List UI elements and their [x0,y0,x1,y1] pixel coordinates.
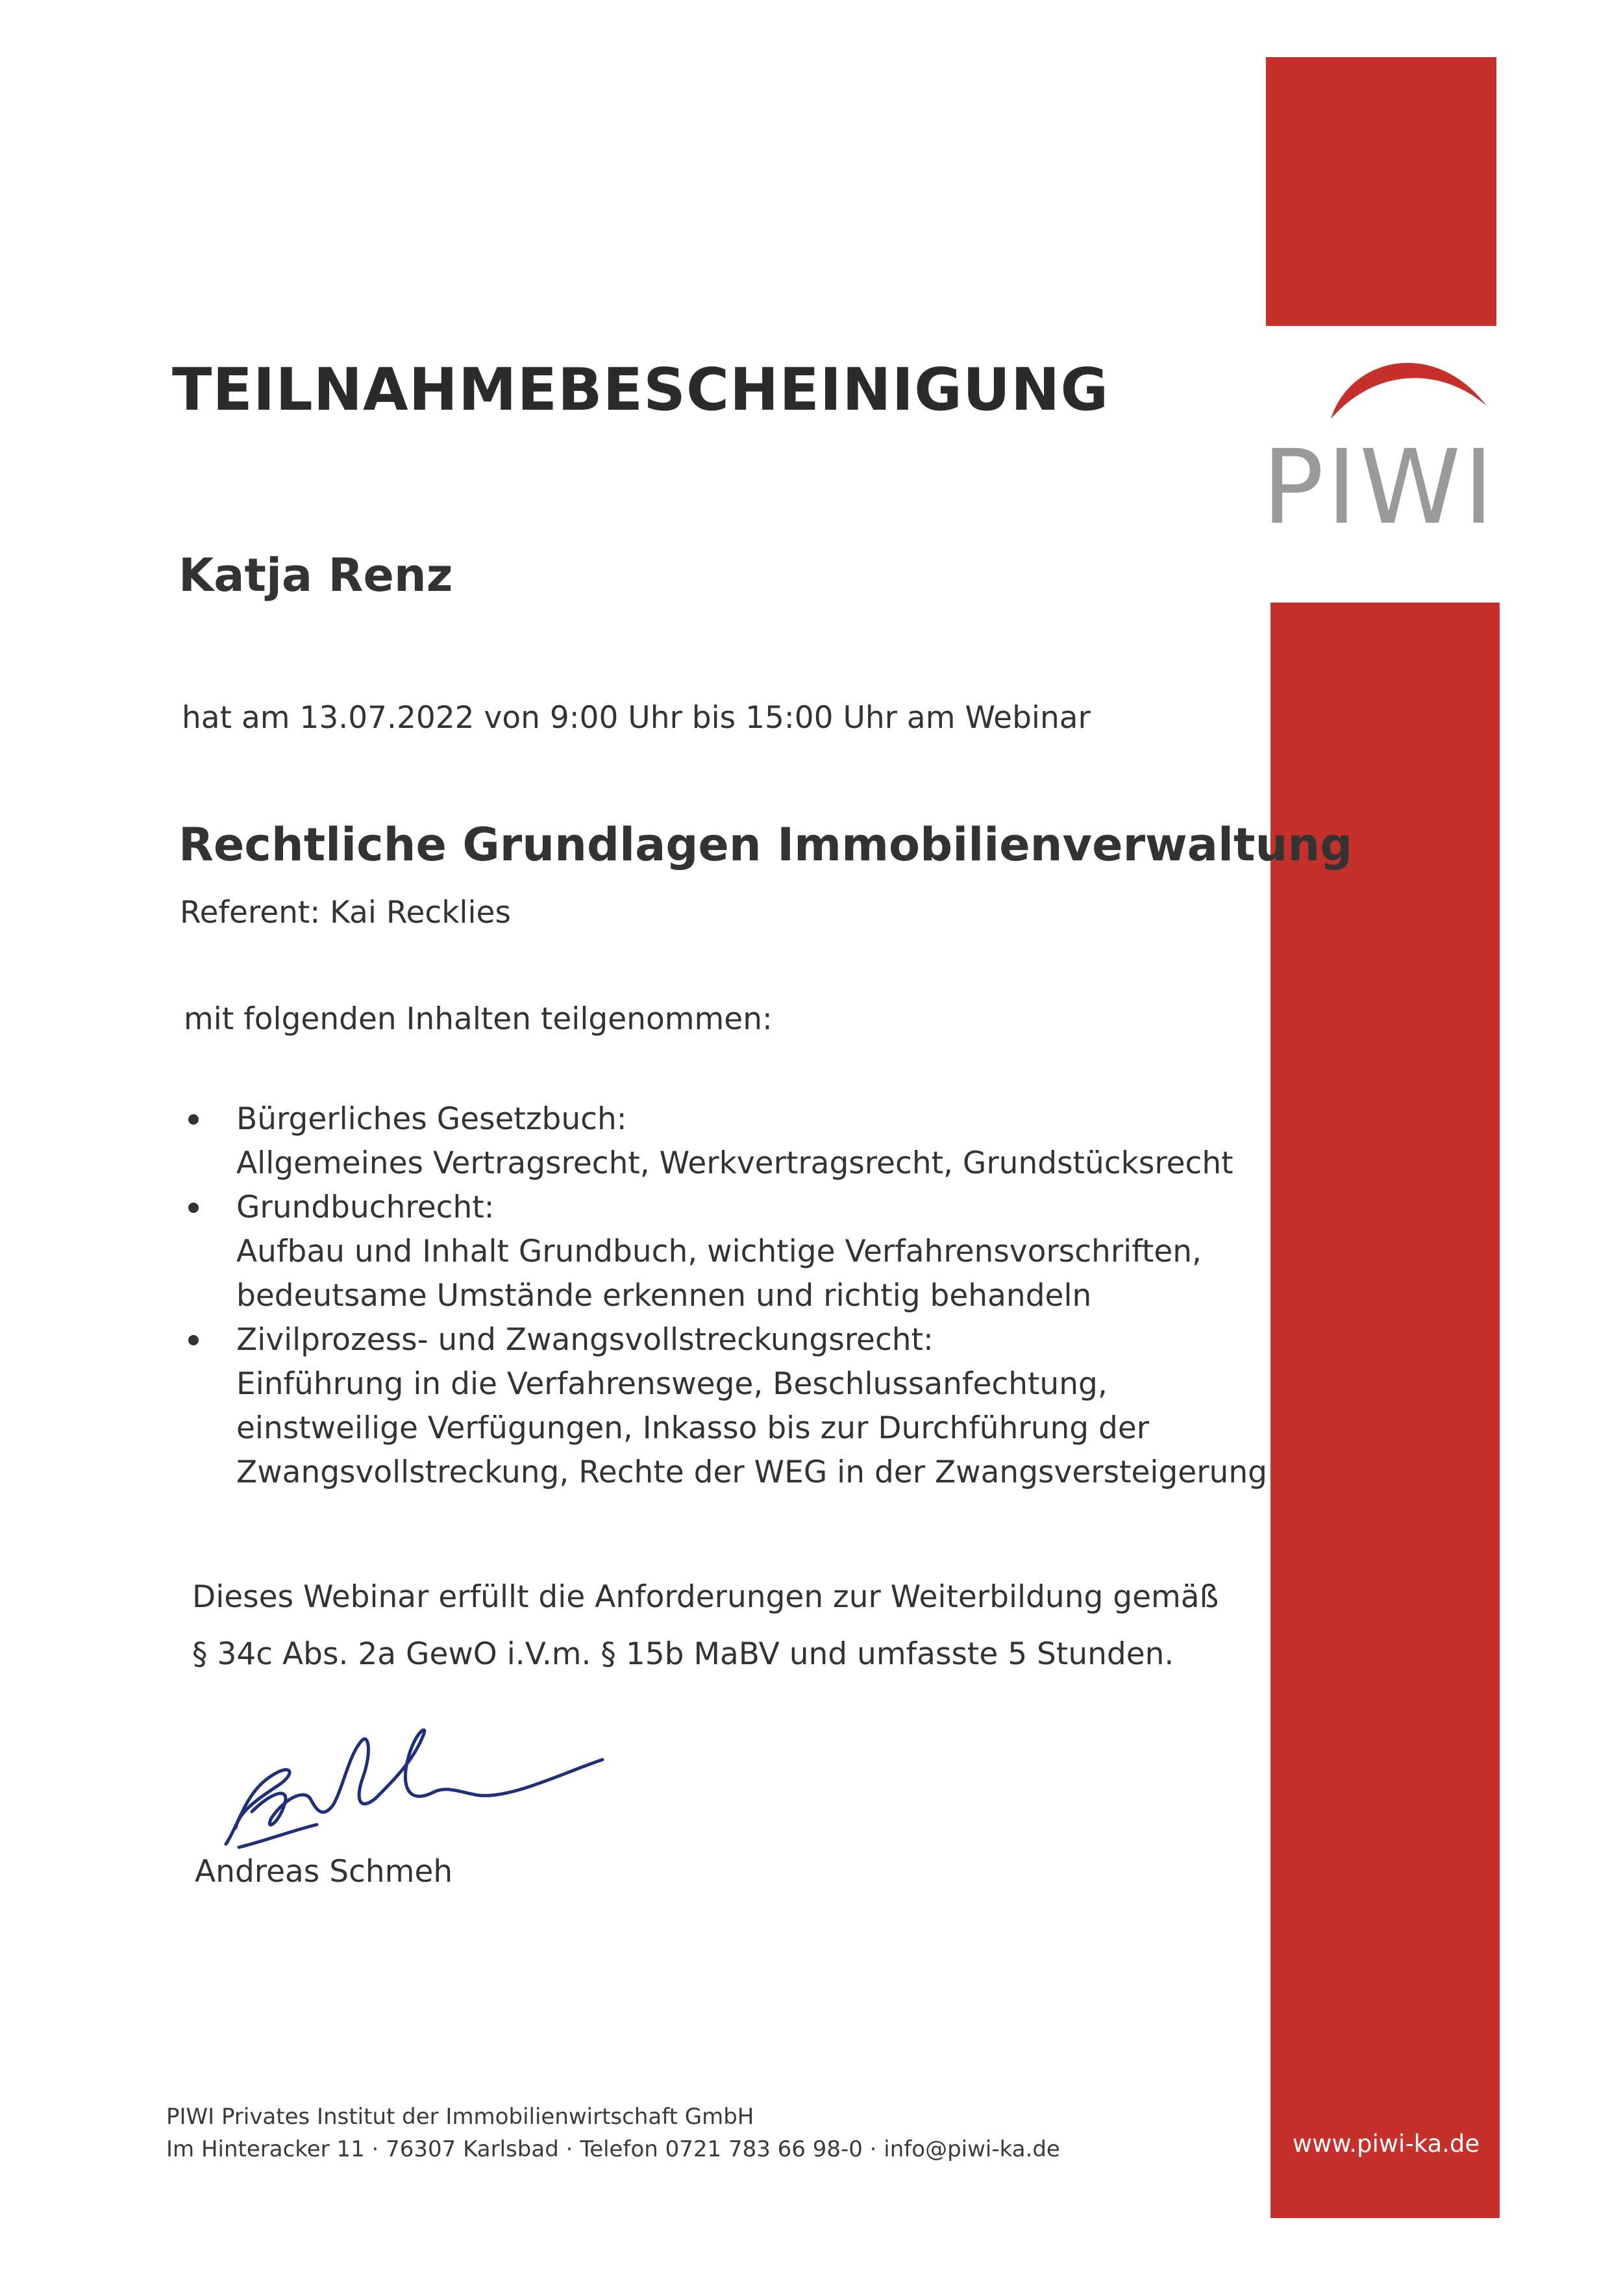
logo-red-square [1266,57,1496,326]
page-title: TEILNAHMEBESCHEINIGUNG [172,356,1109,424]
course-title: Rechtliche Grundlagen Immobilienverwaltung [179,818,1353,871]
topic-heading: Bürgerliches Gesetzbuch: [236,1101,627,1137]
signer-name: Andreas Schmeh [195,1854,453,1890]
requirements-line: § 34c Abs. 2a GewO i.V.m. § 15b MaBV und umfasste 5 Stunden. [192,1636,1174,1672]
attendance-line: hat am 13.07.2022 von 9:00 Uhr bis 15:00 Uhr am Webinar [182,700,1091,736]
topic-detail: Allgemeines Vertragsrecht, Werkvertragsrecht, Grundstücksrecht [236,1145,1233,1181]
intro-line: mit folgenden Inhalten teilgenommen: [184,1001,773,1037]
topic-detail: einstweilige Verfügungen, Inkasso bis zur Durchführung der [236,1410,1150,1446]
topic-heading: Zivilprozess- und Zwangsvollstreckungsrecht: [236,1322,934,1358]
website-link[interactable]: www.piwi-ka.de [1292,2130,1480,2158]
topic-heading: Grundbuchrecht: [236,1190,495,1225]
logo-arc-icon [1324,344,1493,422]
topic-detail: bedeutsame Umstände erkennen und richtig behandeln [236,1278,1092,1314]
participant-name: Katja Renz [179,549,453,602]
footer-company: PIWI Privates Institut der Immobilienwirtschaft GmbH [166,2104,754,2130]
signature-icon [200,1714,615,1864]
topic-list [169,1097,1272,1495]
logo-brand: PIWI [1262,428,1496,547]
speaker-line: Referent: Kai Recklies [180,895,511,930]
requirements-line: Dieses Webinar erfüllt die Anforderungen zur Weiterbildung gemäß [192,1579,1219,1615]
list-item [169,1097,1272,1186]
list-item [169,1318,1272,1495]
topic-detail: Aufbau und Inhalt Grundbuch, wichtige Verfahrensvorschriften, [236,1234,1202,1269]
footer-address: Im Hinteracker 11 · 76307 Karlsbad · Telefon 0721 783 66 98-0 · info@piwi-ka.de [166,2136,1060,2162]
topic-detail: Zwangsvollstreckung, Rechte der WEG in der Zwangsversteigerung [236,1454,1267,1490]
list-item [169,1186,1272,1318]
topic-detail: Einführung in die Verfahrenswege, Beschlussanfechtung, [236,1366,1108,1402]
